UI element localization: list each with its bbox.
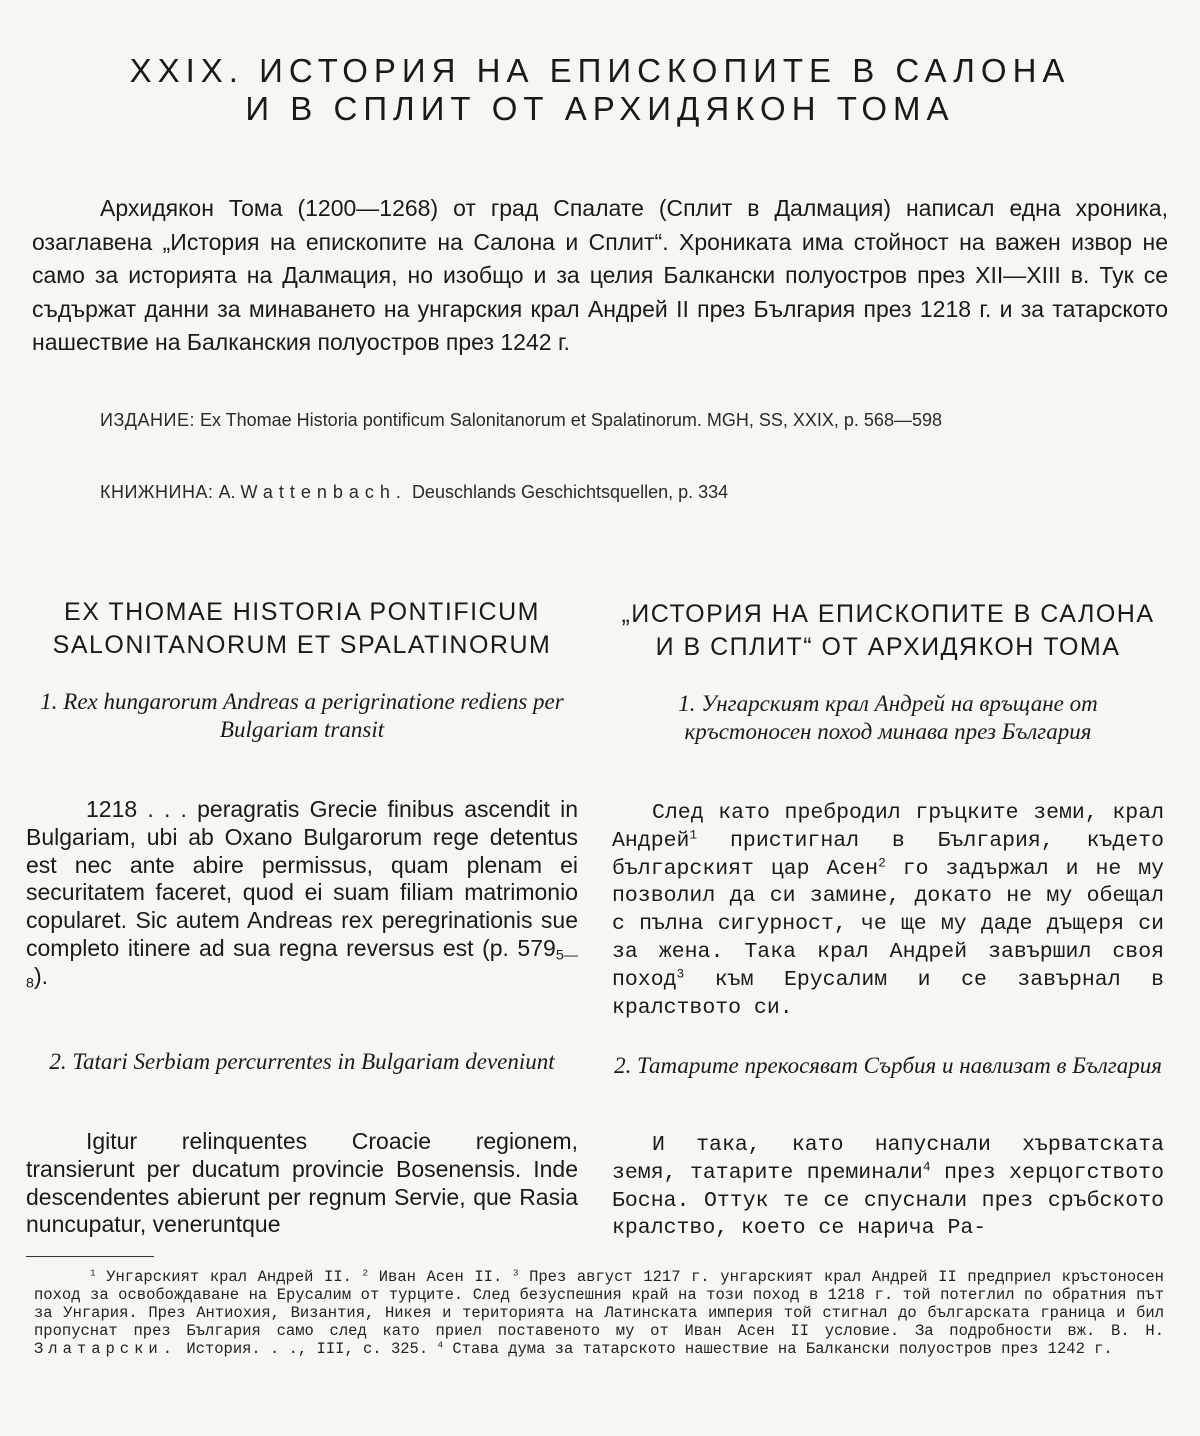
- bulgarian-section2-part-b: през херцогството Босна. Оттук те се спуснали през сръбското кралство, което се нарича Ра-: [612, 1160, 1164, 1241]
- bulgarian-section2-heading: 2. Татарите прекосяват Сърбия и навлизат в България: [614, 1053, 1162, 1078]
- literature-author-initial: A.: [218, 482, 236, 502]
- latin-section2-heading: 2. Tatari Serbiam percurrentes in Bulgariam deveniunt: [49, 1049, 555, 1074]
- literature-author-name: Wattenbach.: [240, 482, 407, 502]
- bulgarian-section2-part-a: И така, като напуснали хърватската земя, татарите преминали: [612, 1133, 1164, 1185]
- footnotes: [34, 1268, 1164, 1358]
- footnote-num-4: 4: [437, 1339, 444, 1351]
- footnote-separator: [26, 1256, 154, 1257]
- latin-section1-text: [26, 796, 578, 991]
- footnote-3-author: Златарски.: [34, 1340, 178, 1358]
- latin-title-line1: EX THOMAE HISTORIA PONTIFICUM: [64, 598, 540, 626]
- latin-title-line2: SALONITANORUM ET SPALATINORUM: [52, 631, 552, 659]
- latin-column: [26, 0, 578, 1436]
- chapter-title-line1: XXIX. ИСТОРИЯ НА ЕПИСКОПИТЕ В САЛОНА: [129, 52, 1071, 89]
- latin-section1-end: ).: [33, 962, 48, 989]
- bulgarian-section1-part-c: го задържал и не му позволил да си замине, докато не му обещал с пълна сигурност, че ще му даде дъщеря си за жена. Така крал Андрей завършил своя поход: [612, 856, 1164, 992]
- footnote-num-2: 2: [362, 1267, 369, 1279]
- literature-text: Deuschlands Geschichtsquellen, p. 334: [411, 482, 729, 502]
- latin-page-lines: 5—8: [26, 947, 578, 992]
- footnote-3-end: История. . ., III, с. 325.: [177, 1340, 438, 1358]
- footnote-ref-3: 3: [676, 966, 685, 982]
- footnote-4: Става дума за татарското нашествие на Балкански полуостров през 1242 г.: [443, 1340, 1113, 1358]
- footnote-3: През август 1217 г. унгарският крал Андрей II предприел кръстоносен поход за освобождаване на Ерусалим от турците. След безуспешния край на този поход в 1218 г. той потеглил по обратния път за Унгария. През Антиохия, Византия, Никея и територията на Латинската империя той стигнал до българската граница и бил пропуснат през България само след като приел поставеното му от Иван Асен II условие. За подробности вж. В. Н.: [34, 1268, 1164, 1340]
- footnote-ref-4: 4: [922, 1159, 931, 1175]
- footnote-num-1: 1: [90, 1267, 96, 1279]
- literature-label: КНИЖНИНА:: [100, 482, 214, 502]
- edition-text: Ex Thomae Historia pontificum Salonitanorum et Spalatinorum. MGH, SS, XXIX, p. 568—598: [199, 410, 942, 430]
- footnote-ref-1: 1: [689, 827, 698, 843]
- bulgarian-section2-text: [612, 1132, 1164, 1243]
- bulgarian-section1-part-b: пристигнал в България, където българският цар Асен: [612, 828, 1164, 881]
- latin-column-title: [26, 596, 578, 662]
- bulgarian-section1-text: [612, 800, 1164, 1022]
- bulgarian-column-title: [612, 598, 1164, 664]
- intro-paragraph: Архидякон Тома (1200—1268) от град Спалате (Сплит в Далмация) написал една хроника, озаглавена „История на епископите на Салона и Сплит“. Хрониката има стойност на важен извор не само за историята на Далмация, но изобщо и за целия Балкански полуостров през XII—XIII в. Тук се съдържат данни за минаването на унгарския крал Андрей II през България през 1218 г. и за татарското нашествие на Балканския полуостров през 1242 г.: [32, 195, 1168, 355]
- latin-section2-text: Igitur relinquentes Croacie regionem, transierunt per ducatum provincie Bosenensis. Inde descendentes abierunt per regnum Servie, que Rasia nuncupatur, veneruntque: [26, 1128, 578, 1238]
- footnote-1: Унгарският крал Андрей II.: [95, 1268, 363, 1286]
- bulgarian-section1-part-d: към Ерусалим и се завърнал в кралството си.: [612, 967, 1164, 1020]
- latin-section1-body: 1218 . . . peragratis Grecie finibus ascendit in Bulgariam, ubi ab Oxano Bulgarorum rege detentus est nec ante abire permissus, quam plenam ei securitatem faceret, quod ei suam filiam matrimonio copularet. Sic autem Andreas rex peregrinationis sue completo itinere ad sua regna reversus est (p. 579: [26, 796, 578, 961]
- footnote-num-3: 3: [512, 1267, 519, 1279]
- footnote-2: Иван Асен II.: [368, 1268, 513, 1286]
- bulgarian-title-line2: И В СПЛИТ“ ОТ АРХИДЯКОН ТОМА: [655, 633, 1121, 661]
- chapter-title-line2: И В СПЛИТ ОТ АРХИДЯКОН ТОМА: [245, 90, 955, 127]
- edition-label: ИЗДАНИЕ:: [100, 410, 195, 430]
- bulgarian-section1-part-a: След като пребродил гръцките земи, крал Андрей: [612, 801, 1164, 853]
- latin-section1-heading: 1. Rex hungarorum Andreas a perigrinatione rediens per Bulgariam transit: [40, 689, 564, 742]
- bulgarian-section1-heading: 1. Унгарският крал Андрей на връщане от кръстоносен поход минава през България: [678, 691, 1098, 744]
- bulgarian-title-line1: „ИСТОРИЯ НА ЕПИСКОПИТЕ В САЛОНА: [621, 600, 1155, 628]
- bulgarian-column: [612, 0, 1164, 1436]
- footnote-ref-2: 2: [878, 854, 886, 870]
